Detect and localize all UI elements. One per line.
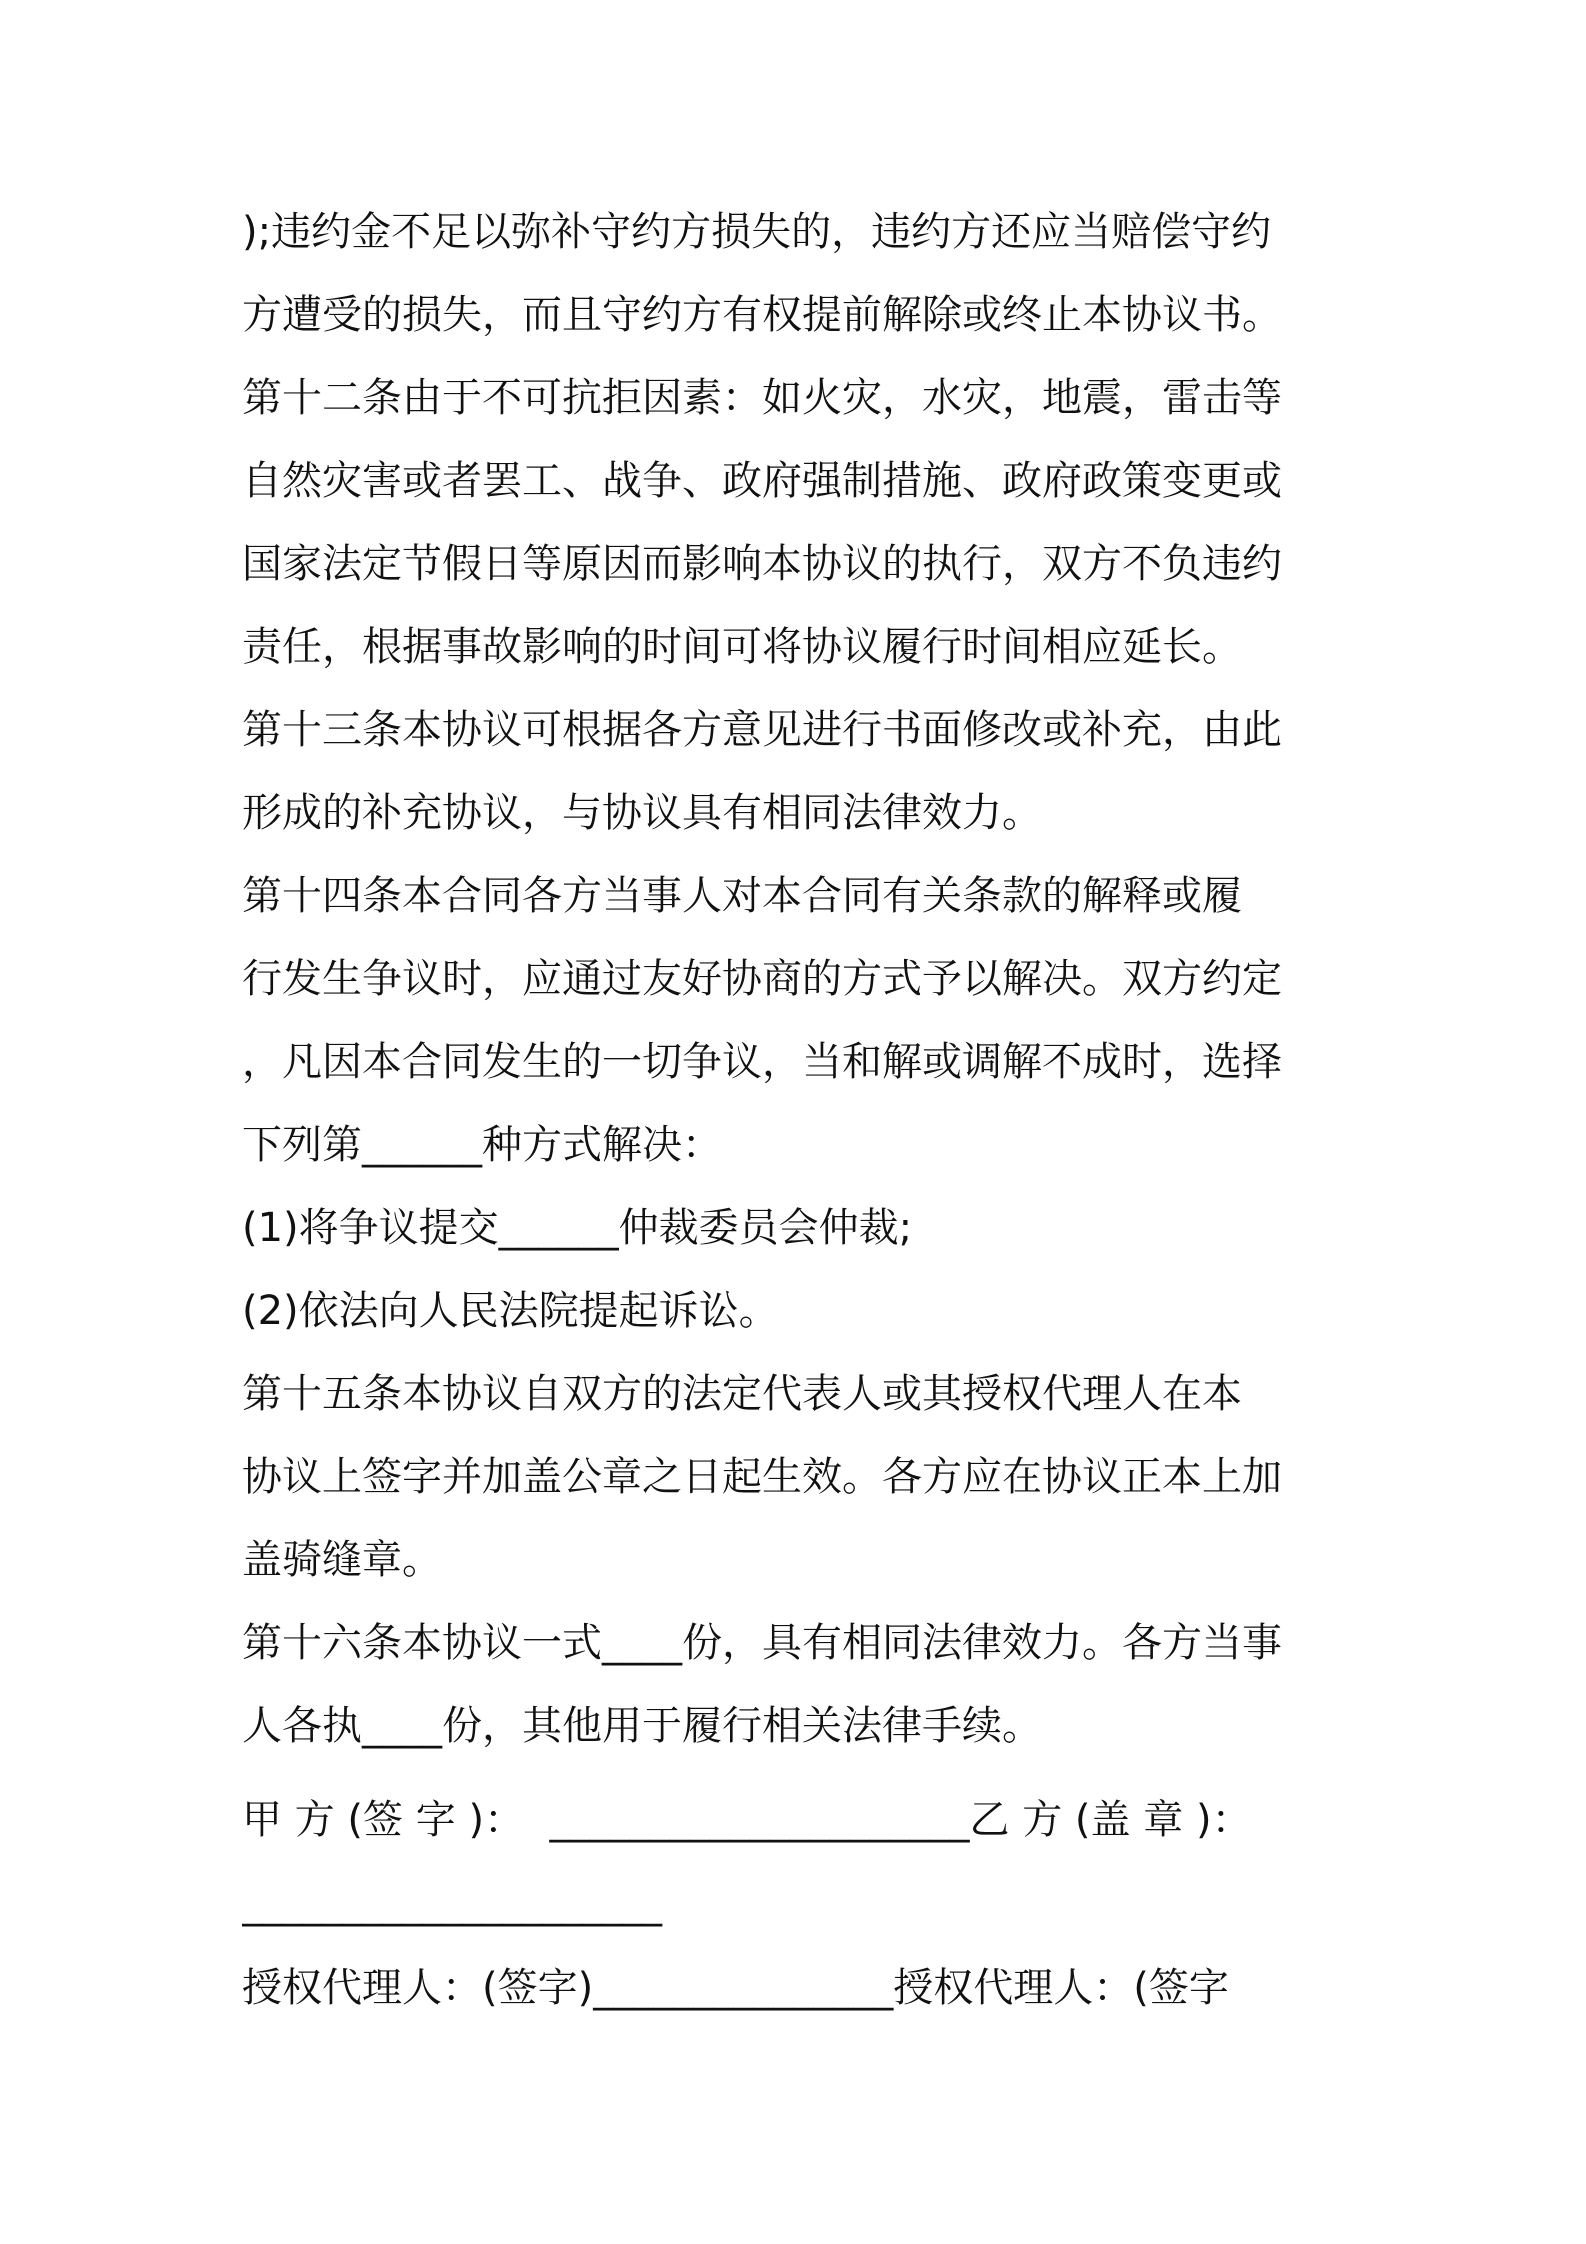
text-line: );违约金不足以弥补守约方损失的，违约方还应当赔偿守约	[242, 209, 1272, 255]
text-line: (1)将争议提交______仲裁委员会仲裁;	[242, 1205, 913, 1251]
text-line: 行发生争议时，应通过友好协商的方式予以解决。双方约定	[242, 956, 1282, 1002]
text-line: 自然灾害或者罢工、战争、政府强制措施、政府政策变更或	[242, 458, 1282, 504]
text-line: 协议上签字并加盖公章之日起生效。各方应在协议正本上加	[242, 1454, 1282, 1500]
text-line: 责任，根据事故影响的时间可将协议履行时间相应延长。	[242, 624, 1242, 670]
text-line: 盖骑缝章。	[242, 1537, 442, 1583]
text-line: 方遭受的损失，而且守约方有权提前解除或终止本协议书。	[242, 292, 1282, 338]
text-line: ，凡因本合同发生的一切争议，当和解或调解不成时，选择	[242, 1039, 1282, 1085]
text-line: 第十四条本合同各方当事人对本合同有关条款的解释或履	[242, 873, 1242, 919]
text-line: 第十二条由于不可抗拒因素：如火灾，水灾，地震，雷击等	[242, 375, 1282, 421]
signature-line-party-a-b: 甲 方 (签 字 )： _____________________乙 方 (盖 章 )：	[242, 1797, 1252, 1843]
text-line: 形成的补充协议，与协议具有相同法律效力。	[242, 790, 1042, 836]
authorized-agent-signature-line: 授权代理人：(签字)_______________授权代理人：(签字	[242, 1965, 1229, 2011]
text-line: 人各执____份，其他用于履行相关法律手续。	[242, 1703, 1042, 1749]
text-line: 第十五条本协议自双方的法定代表人或其授权代理人在本	[242, 1371, 1242, 1417]
text-line: 国家法定节假日等原因而影响本协议的执行，双方不负违约	[242, 541, 1282, 587]
signature-blank-line: _____________________	[242, 1881, 662, 1927]
text-line: 第十六条本协议一式____份，具有相同法律效力。各方当事	[242, 1620, 1282, 1666]
text-line: 下列第______种方式解决：	[242, 1122, 722, 1168]
text-line: (2)依法向人民法院提起诉讼。	[242, 1288, 779, 1334]
text-line: 第十三条本协议可根据各方意见进行书面修改或补充，由此	[242, 707, 1282, 753]
